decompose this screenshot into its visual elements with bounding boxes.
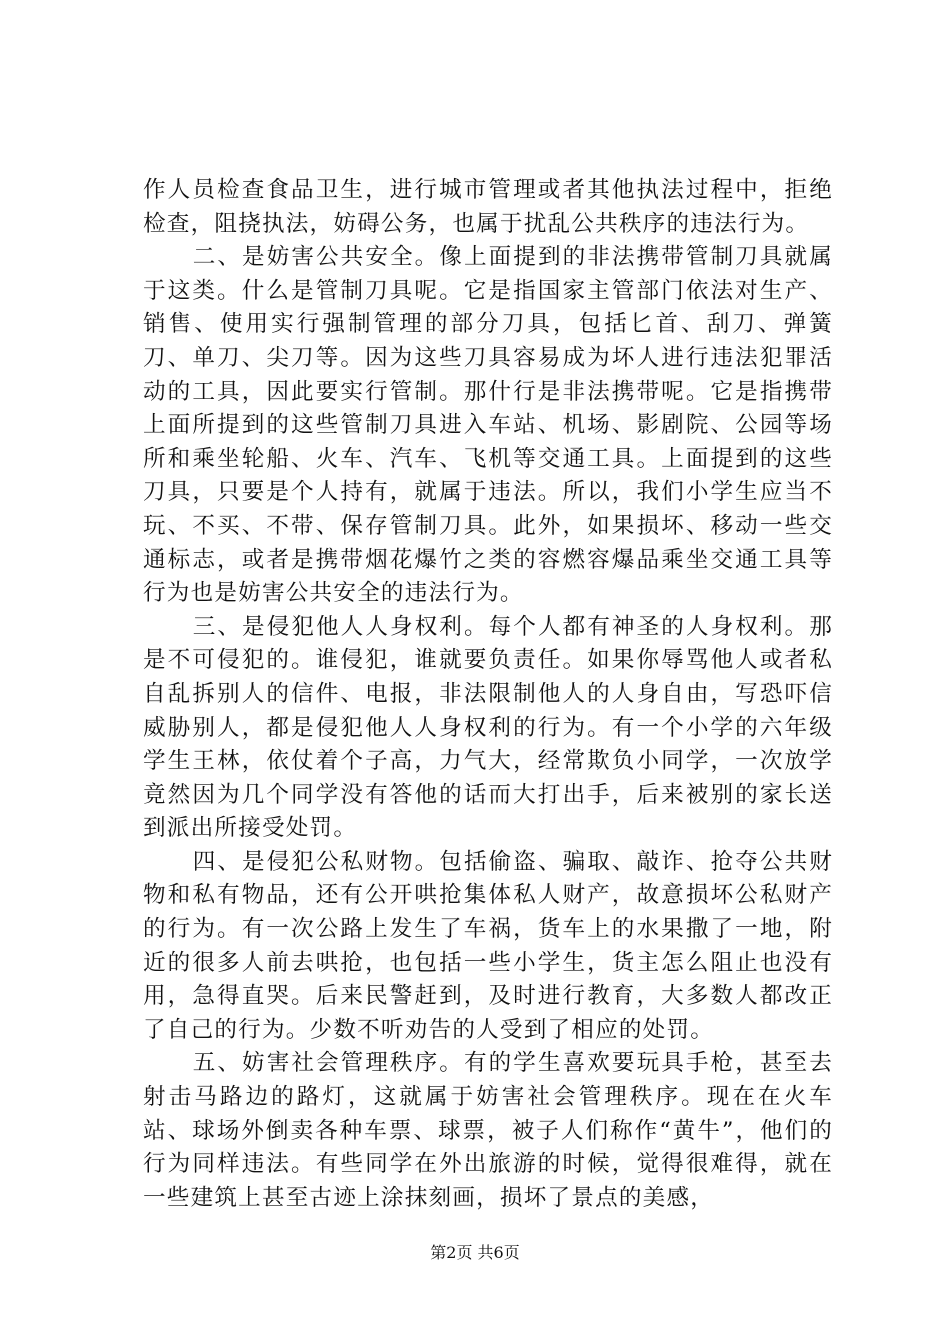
paragraph-1: 作人员检查食品卫生，进行城市管理或者其他执法过程中，拒绝检查，阻挠执法，妨碍公务，也属于扰乱公共秩序的违法行为。 bbox=[143, 177, 833, 237]
paragraph-5: 五、妨害社会管理秩序。有的学生喜欢要玩具手枪，甚至去射击马路边的路灯，这就属于妨害社会管理秩序。现在在火车站、球场外倒卖各种车票、球票，被子人们称作“黄牛”，他们的行为同样违法。有些同学在外出旅游的时候，觉得很难得，就在一些建筑上甚至古迹上涂抹刻画，损坏了景点的美感， bbox=[143, 1050, 833, 1211]
page-number-footer: 第2页 共6页 bbox=[430, 1243, 520, 1262]
paragraph-2: 二、是妨害公共安全。像上面提到的非法携带管制刀具就属于这类。什么是管制刀具呢。它是指国家主管部门依法对生产、销售、使用实行强制管理的部分刀具，包括匕首、刮刀、弹簧刀、单刀、尖刀等。因为这些刀具容易成为坏人进行违法犯罪活动的工具，因此要实行管制。那什行是非法携带呢。它是指携带上面所提到的这些管制刀具进入车站、机场、影剧院、公园等场所和乘坐轮船、火车、汽车、飞机等交通工具。上面提到的这些刀具，只要是个人持有，就属于违法。所以，我们小学生应当不玩、不买、不带、保存管制刀具。此外，如果损坏、移动一些交通标志，或者是携带烟花爆竹之类的容燃容爆品乘坐交通工具等行为也是妨害公共安全的违法行为。 bbox=[143, 244, 833, 607]
paragraph-3: 三、是侵犯他人人身权利。每个人都有神圣的人身权利。那是不可侵犯的。谁侵犯，谁就要负责任。如果你辱骂他人或者私自乱拆别人的信件、电报，非法限制他人的人身自由，写恐吓信威胁别人，都是侵犯他人人身权利的行为。有一个小学的六年级学生王林，依仗着个子高，力气大，经常欺负小同学，一次放学竟然因为几个同学没有答他的话而大打出手，后来被别的家长送到派出所接受处罚。 bbox=[143, 613, 833, 842]
paragraph-4: 四、是侵犯公私财物。包括偷盗、骗取、敲诈、抢夺公共财物和私有物品，还有公开哄抢集体私人财产，故意损坏公私财产的行为。有一次公路上发生了车祸，货车上的水果撒了一地，附近的很多人前去哄抢，也包括一些小学生，货主怎么阻止也没有用，急得直哭。后来民警赶到，及时进行教育，大多数人都改正了自己的行为。少数不听劝告的人受到了相应的处罚。 bbox=[143, 848, 833, 1043]
document-body bbox=[143, 174, 833, 1215]
